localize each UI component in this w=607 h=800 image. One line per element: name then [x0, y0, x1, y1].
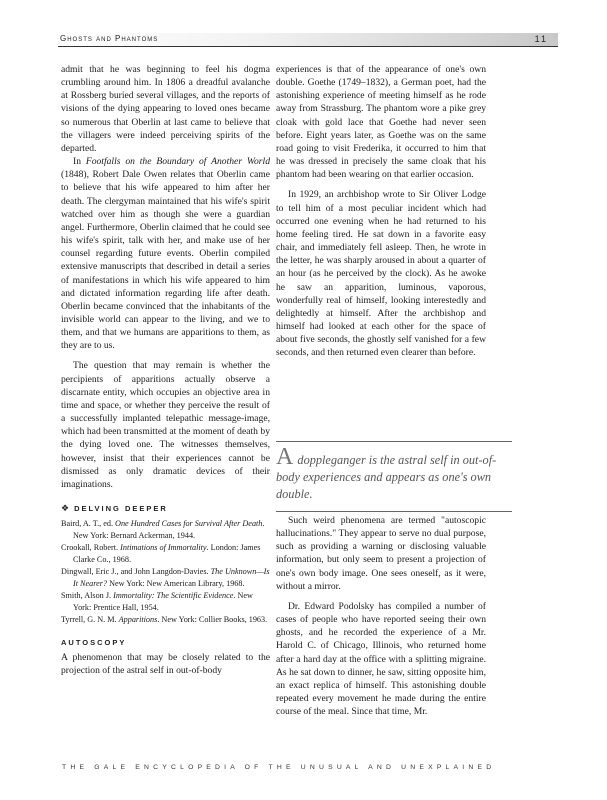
right-column: [276, 63, 486, 359]
text-run: (1848), Robert Dale Owen relates that Oberlin came to believe that his wife appeared to him after her death. The clergyman maintained that his wife's spirit watched over him as though she were a guardian angel. Furthermore, Oberlin claimed that he could see his wife's spirit, talk with her, and make use of her counsel regarding future events. Oberlin compiled extensive manuscripts that described in detail a series of manifestations in which his wife appeared to him and dictated information regarding life after death. Oberlin became convinced that the inhabitants of the invisible world can appear to the living, and we to them, and that we humans are apparitions to them, as they are to us.: [61, 169, 270, 352]
delving-deeper-heading: [61, 503, 270, 514]
right-paragraph-1: experiences is that of the appearance of one's own double. Goethe (1749–1832), a German poet, had the astonishing experience of meeting himself as he rode away from Strassburg. The phantom wore a pike grey cloak with gold lace that Goethe had never seen before. Eight years later, as Goethe was on the same road going to visit Frederika, it occurred to him that he was dressed in precisely the same cloak that his phantom had been wearing on that earlier occasion.: [276, 64, 486, 181]
pull-quote-text: [276, 444, 512, 503]
autoscopy-paragraph: A phenomenon that may be closely related to the projection of the astral self in out-of-body: [61, 652, 270, 677]
pull-quote: [276, 441, 512, 512]
right-paragraph-2: In 1929, an archbishop wrote to Sir Oliver Lodge to tell him of a most peculiar incident which had occurred one evening when he had returned to his home feeling tired. He sat down in a favorite easy chair, and immediately fell asleep. Then, he wrote in the letter, he was sharply aroused in about a quarter of an hour (as he perceived by the clock). As he awoke he saw an apparition, luminous, vaporous, wonderfully real of himself, looking interestedly and delightedly at himself. After the archbishop and himself had looked at each other for the space of about five seconds, the ghostly self vanished for a few seconds, and then returned even clearer than before.: [276, 189, 486, 359]
right-paragraph-3: Such weird phenomena are termed "autoscopic hallucinations." They appear to serve no dual purpose, such as providing a warning or disclosing valuable information, but only seem to present a projection of one's own body image. One sees oneself, as it were, without a mirror.: [276, 515, 486, 592]
bibliography-entry: Crookall, Robert. Intimations of Immortality. London: James Clarke Co., 1968.: [61, 543, 261, 564]
pull-quote-initial: A: [276, 444, 294, 470]
left-paragraph-3: The question that may remain is whether the percipients of apparitions actually observe a discarnate entity, which occupies an objective area in time and space, or whether they perceive the result of a successfully implanted telepathic message-image, which had been transmitted at the moment of death by the dying loved one. The witnesses themselves, however, insist that their experiences cannot be dismissed as only dramatic devices of their imaginations.: [61, 360, 270, 490]
running-head: Ghosts and Phantoms: [60, 34, 159, 43]
page-footer: THE GALE ENCYCLOPEDIA OF THE UNUSUAL AND UNEXPLAINED: [62, 764, 496, 771]
right-paragraph-4: Dr. Edward Podolsky has compiled a number of cases of people who have reported seeing their own ghosts, and he recorded the experience of a Mr. Harold C. of Chicago, Illinois, who returned home after a hard day at the office with a splitting migraine. As he sat down to dinner, he saw, sitting opposite him, an exact replica of himself. This astonishing double repeated every movement he made during the entire course of the meal. Since that time, Mr.: [276, 600, 486, 718]
bibliography-entry: Smith, Alson J. Immortality: The Scientific Evidence. New York: Prentice Hall, 1954.: [61, 591, 253, 612]
right-column-lower: [276, 514, 486, 718]
fleuron-icon: ❖: [61, 503, 72, 513]
page-header: [58, 33, 558, 47]
bibliography-entry: Baird, A. T., ed. One Hundred Cases for Survival After Death. New York: Bernard Ackerman, 1944.: [61, 519, 265, 540]
bibliography: [61, 518, 270, 626]
autoscopy-heading: AUTOSCOPY: [61, 638, 127, 647]
left-paragraph-2: [61, 155, 270, 352]
text-run: In: [73, 156, 86, 168]
page-number: 11: [534, 34, 548, 44]
left-column: [61, 63, 270, 677]
book-title: Footfalls on the Boundary of Another World: [85, 156, 270, 168]
left-paragraph-1: admit that he was beginning to feel his dogma crumbling around him. In 1806 a dreadful avalanche at Rossberg buried several villages, and the reports of visions of the dying appearing to loved ones became so numerous that Oberlin at last came to believe that the villagers were indeed perceiving spirits of the departed.: [61, 64, 270, 154]
bibliography-entry: Tyrrell, G. N. M. Apparitions. New York: Collier Books, 1963.: [61, 615, 268, 624]
pull-quote-body: doppleganger is the astral self in out-of-body experiences and appears as one's own double.: [276, 453, 497, 501]
heading-text: DELVING DEEPER: [74, 504, 168, 513]
bibliography-entry: Dingwall, Eric J., and John Langdon-Davies. The Unknown—Is It Nearer? New York: New American Library, 1968.: [61, 567, 270, 588]
